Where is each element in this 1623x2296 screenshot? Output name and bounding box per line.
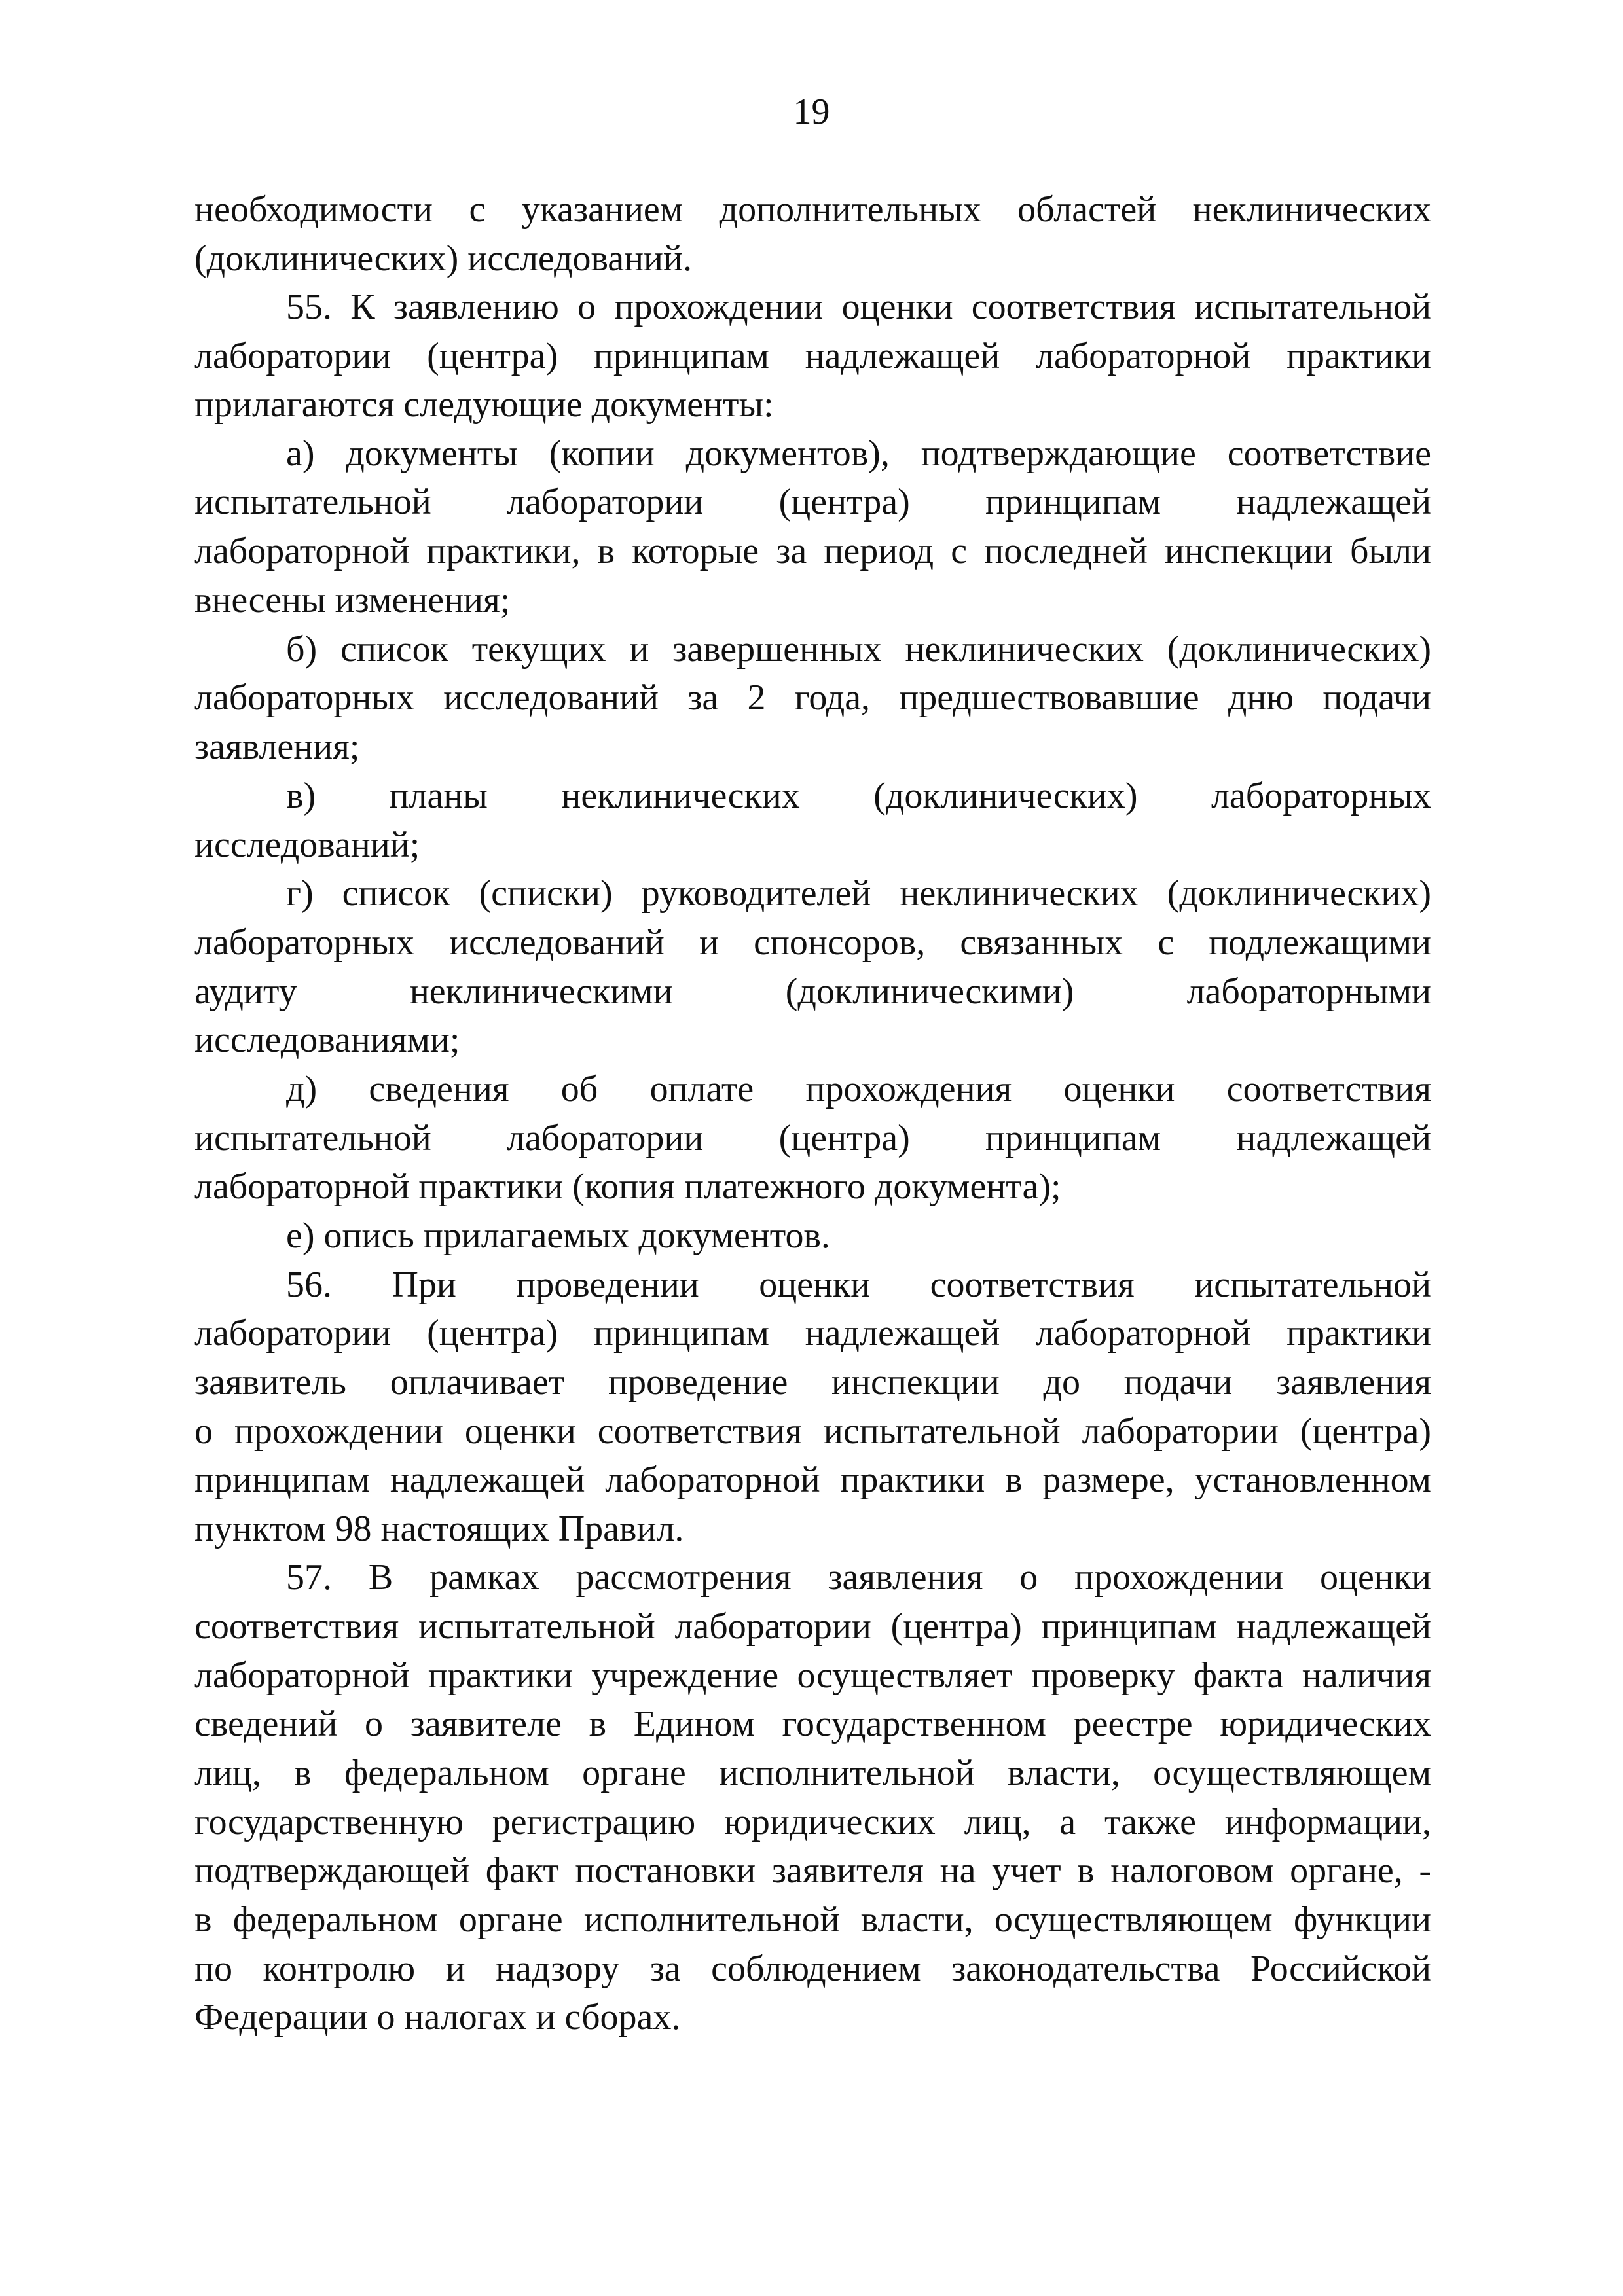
text-line: лиц, в федеральном органе исполнительной власти, осуществляющем bbox=[194, 1753, 1431, 1793]
text-line: Федерации о налогах и сборах. bbox=[194, 1997, 681, 2037]
text-line: испытательной лаборатории (центра) принципам надлежащей bbox=[194, 482, 1431, 522]
text-line: заявитель оплачивает проведение инспекции до подачи заявления bbox=[194, 1362, 1431, 1403]
text-line: государственную регистрацию юридических лиц, а также информации, bbox=[194, 1802, 1431, 1842]
text-line: (доклинических) исследований. bbox=[194, 238, 692, 279]
text-line: лабораторной практики учреждение осуществляет проверку факта наличия bbox=[194, 1655, 1431, 1696]
text-line: исследований; bbox=[194, 825, 420, 865]
list-item-d: д) сведения об оплате прохождения оценки соответствия bbox=[286, 1069, 1431, 1109]
text-line: о прохождении оценки соответствия испытательной лаборатории (центра) bbox=[194, 1411, 1431, 1452]
text-line: пунктом 98 настоящих Правил. bbox=[194, 1509, 684, 1549]
text-line: лабораторных исследований и спонсоров, связанных с подлежащими bbox=[194, 922, 1431, 963]
text-line: подтверждающей факт постановки заявителя на учет в налоговом органе, - bbox=[194, 1850, 1431, 1891]
list-item-b: б) список текущих и завершенных неклинических (доклинических) bbox=[286, 629, 1431, 670]
text-line: заявления; bbox=[194, 726, 360, 767]
text-line: принципам надлежащей лабораторной практики в размере, установленном bbox=[194, 1460, 1431, 1500]
text-line: внесены изменения; bbox=[194, 580, 511, 620]
paragraph-55-start: 55. К заявлению о прохождении оценки соответствия испытательной bbox=[286, 287, 1431, 327]
text-line: лабораторных исследований за 2 года, предшествовавшие дню подачи bbox=[194, 677, 1431, 718]
text-line: необходимости с указанием дополнительных областей неклинических bbox=[194, 189, 1431, 230]
list-item-e: е) опись прилагаемых документов. bbox=[286, 1215, 830, 1256]
text-line: лабораторной практики, в которые за период с последней инспекции были bbox=[194, 531, 1431, 571]
text-line: прилагаются следующие документы: bbox=[194, 384, 774, 425]
text-line: соответствия испытательной лаборатории (центра) принципам надлежащей bbox=[194, 1606, 1431, 1647]
text-line: сведений о заявителе в Едином государственном реестре юридических bbox=[194, 1704, 1431, 1744]
paragraph-56-start: 56. При проведении оценки соответствия испытательной bbox=[286, 1265, 1431, 1305]
text-line: испытательной лаборатории (центра) принципам надлежащей bbox=[194, 1118, 1431, 1158]
text-line: лаборатории (центра) принципам надлежащей лабораторной практики bbox=[194, 1313, 1431, 1354]
text-line: лаборатории (центра) принципам надлежащей лабораторной практики bbox=[194, 336, 1431, 376]
text-line: аудиту неклиническими (доклиническими) лабораторными bbox=[194, 971, 1431, 1012]
text-line: по контролю и надзору за соблюдением законодательства Российской bbox=[194, 1948, 1431, 1989]
text-line: в федеральном органе исполнительной власти, осуществляющем функции bbox=[194, 1899, 1431, 1940]
page-number: 19 bbox=[793, 92, 830, 132]
text-line: исследованиями; bbox=[194, 1020, 460, 1060]
list-item-g: г) список (списки) руководителей неклинических (доклинических) bbox=[286, 873, 1431, 914]
paragraph-57-start: 57. В рамках рассмотрения заявления о прохождении оценки bbox=[286, 1557, 1431, 1598]
text-line: лабораторной практики (копия платежного документа); bbox=[194, 1166, 1061, 1207]
list-item-a: а) документы (копии документов), подтверждающие соответствие bbox=[286, 433, 1431, 474]
list-item-v: в) планы неклинических (доклинических) лабораторных bbox=[286, 776, 1431, 816]
